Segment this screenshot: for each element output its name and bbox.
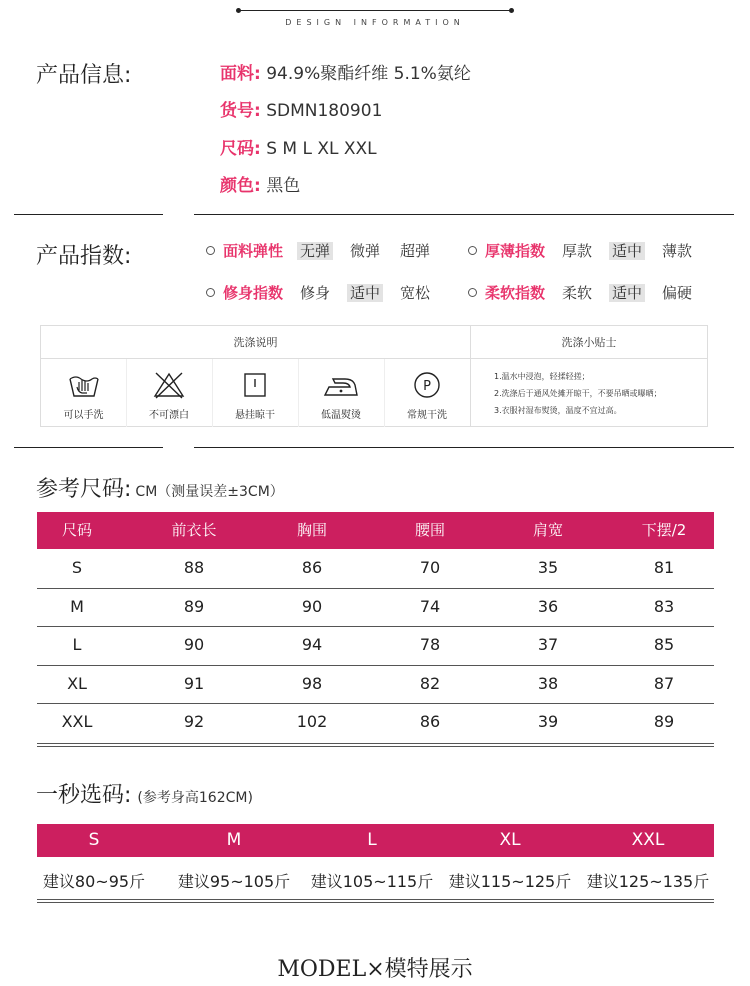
table-cell: 36 bbox=[537, 596, 559, 616]
quick-size-cell: L bbox=[367, 830, 377, 850]
care-item-hand-wash bbox=[41, 359, 126, 427]
quick-size-suggestion: 建议105~115斤 bbox=[310, 872, 434, 891]
quick-size-cell: XL bbox=[499, 830, 521, 850]
index-label: 厚薄指数 bbox=[485, 242, 546, 260]
quick-size-suggestion: 建议95~105斤 bbox=[177, 872, 291, 891]
table-cell: L bbox=[72, 635, 82, 654]
index-option: 柔软 bbox=[562, 284, 593, 302]
table-cell: 35 bbox=[537, 558, 559, 577]
header-line bbox=[238, 10, 512, 11]
design-information-tag: DESIGN INFORMATION bbox=[285, 18, 465, 27]
index-option: 超弹 bbox=[400, 242, 431, 260]
index-label: 面料弹性 bbox=[223, 242, 284, 260]
info-label: 颜色: bbox=[220, 176, 261, 196]
divider-left bbox=[14, 214, 163, 215]
quick-size-header bbox=[37, 824, 714, 857]
hang-dry-icon bbox=[238, 371, 272, 399]
care-item-low-iron bbox=[298, 359, 384, 427]
index-label: 修身指数 bbox=[223, 284, 284, 302]
table-cell: 90 bbox=[301, 596, 323, 616]
table-header-cell: 下摆/2 bbox=[641, 521, 687, 539]
info-row-size bbox=[220, 134, 377, 159]
quick-size-title bbox=[36, 778, 253, 809]
table-cell: 81 bbox=[653, 558, 675, 577]
table-cell: 88 bbox=[183, 558, 205, 577]
care-tip: 1.温水中浸泡，轻揉轻搓； bbox=[494, 372, 590, 381]
table-cell: 98 bbox=[301, 673, 323, 693]
quick-size-suggestion: 建议125~135斤 bbox=[586, 872, 710, 891]
index-thickness bbox=[468, 240, 709, 261]
table-cell: 70 bbox=[419, 558, 441, 577]
care-item-label: 常规干洗 bbox=[407, 410, 447, 421]
table-cell: XL bbox=[67, 673, 87, 693]
table-cell: 90 bbox=[183, 635, 205, 654]
table-cell: 85 bbox=[653, 635, 675, 654]
table-cell: 37 bbox=[537, 635, 559, 654]
info-value: 黑色 bbox=[266, 176, 301, 196]
table-cell: XXL bbox=[61, 712, 93, 731]
size-title-text: 参考尺码: bbox=[36, 477, 132, 502]
index-option-selected: 适中 bbox=[609, 284, 645, 302]
divider-left-2 bbox=[14, 447, 163, 448]
header-dot-right bbox=[509, 8, 514, 13]
care-item-label: 不可漂白 bbox=[149, 410, 189, 421]
info-value: SDMN180901 bbox=[266, 101, 383, 121]
info-row-sku bbox=[220, 96, 382, 121]
table-cell: 94 bbox=[301, 635, 323, 654]
care-item-dry-clean bbox=[384, 359, 470, 427]
care-item-label: 悬挂晾干 bbox=[235, 410, 275, 421]
table-cell: M bbox=[70, 596, 84, 616]
table-cell: 78 bbox=[419, 635, 441, 654]
table-row-line bbox=[37, 665, 714, 666]
table-cell: 83 bbox=[653, 596, 675, 616]
index-option-selected: 无弹 bbox=[297, 242, 333, 260]
index-elasticity bbox=[206, 240, 447, 261]
product-info-title: 产品信息: bbox=[36, 63, 132, 88]
index-fit bbox=[206, 282, 447, 303]
quick-size-suggestion: 建议80~95斤 bbox=[42, 872, 146, 891]
radio-circle-icon bbox=[206, 246, 215, 255]
care-left-title: 洗涤说明 bbox=[41, 326, 470, 359]
care-tip: 2.洗涤后于通风处摊开晾干，不要吊晒或曝晒； bbox=[494, 389, 662, 398]
info-label: 货号: bbox=[220, 101, 261, 121]
index-option-selected: 适中 bbox=[609, 242, 645, 260]
table-cell: 86 bbox=[419, 712, 441, 731]
size-table-header bbox=[37, 512, 714, 549]
header-dot-left bbox=[236, 8, 241, 13]
care-item-no-bleach bbox=[126, 359, 212, 427]
table-cell: 86 bbox=[301, 558, 323, 577]
index-label: 柔软指数 bbox=[485, 284, 546, 302]
divider-right-2 bbox=[194, 447, 734, 448]
size-table-title bbox=[36, 472, 284, 503]
table-header-cell: 腰围 bbox=[414, 521, 445, 539]
table-cell: 38 bbox=[537, 673, 559, 693]
index-option: 修身 bbox=[300, 284, 331, 302]
table-header-cell: 前衣长 bbox=[171, 521, 217, 539]
care-item-hang-dry bbox=[212, 359, 298, 427]
care-right-title: 洗涤小贴士 bbox=[470, 326, 708, 359]
quick-size-cell: M bbox=[226, 830, 242, 850]
radio-circle-icon bbox=[206, 288, 215, 297]
care-tips bbox=[494, 368, 662, 419]
care-item-label: 低温熨烫 bbox=[321, 410, 361, 421]
radio-circle-icon bbox=[468, 288, 477, 297]
info-value: S M L XL XXL bbox=[266, 139, 377, 159]
table-row-line bbox=[37, 703, 714, 704]
radio-circle-icon bbox=[468, 246, 477, 255]
index-option-selected: 适中 bbox=[347, 284, 383, 302]
quick-subtitle: (参考身高162CM) bbox=[137, 790, 253, 806]
divider-right bbox=[194, 214, 734, 215]
info-row-color bbox=[220, 171, 300, 196]
info-label: 面料: bbox=[220, 64, 261, 84]
table-cell: 87 bbox=[653, 673, 675, 693]
index-option: 宽松 bbox=[400, 284, 431, 302]
table-bottom-line bbox=[37, 743, 714, 744]
care-item-label: 可以手洗 bbox=[63, 410, 104, 421]
low-iron-icon bbox=[321, 371, 361, 399]
care-tip: 3.衣服衬湿布熨烫，温度不宜过高。 bbox=[494, 406, 622, 415]
info-label: 尺码: bbox=[220, 139, 261, 159]
table-row-line bbox=[37, 626, 714, 627]
table-cell: 39 bbox=[537, 712, 559, 731]
quick-size-suggestion: 建议115~125斤 bbox=[448, 872, 572, 891]
table-cell: 92 bbox=[183, 712, 205, 731]
quick-size-cell: S bbox=[88, 830, 100, 850]
info-value: 94.9%聚酯纤维 5.1%氨纶 bbox=[266, 64, 471, 84]
table-header-cell: 胸围 bbox=[296, 521, 327, 539]
index-softness bbox=[468, 282, 709, 303]
index-option: 厚款 bbox=[562, 242, 593, 260]
dry-clean-icon bbox=[410, 371, 444, 399]
table-bottom-line-2 bbox=[37, 746, 714, 747]
model-showcase-title: MODEL×模特展示 bbox=[277, 957, 473, 982]
index-option: 薄款 bbox=[662, 242, 693, 260]
product-index-title: 产品指数: bbox=[36, 244, 132, 269]
table-header-cell: 尺码 bbox=[61, 521, 92, 539]
quick-bottom-line bbox=[37, 899, 714, 900]
table-cell: 91 bbox=[183, 673, 205, 693]
table-cell: 89 bbox=[183, 596, 205, 616]
info-row-fabric bbox=[220, 59, 471, 84]
table-cell: 102 bbox=[296, 712, 328, 731]
quick-size-cell: XXL bbox=[631, 830, 665, 850]
table-header-cell: 肩宽 bbox=[532, 521, 563, 539]
index-option: 偏硬 bbox=[662, 284, 693, 302]
quick-title-text: 一秒选码: bbox=[36, 783, 132, 808]
no-bleach-icon bbox=[152, 371, 186, 399]
table-cell: S bbox=[71, 558, 83, 577]
size-subtitle: CM（测量误差±3CM） bbox=[135, 484, 284, 500]
hand-wash-icon bbox=[67, 371, 101, 399]
table-row-line bbox=[37, 588, 714, 589]
index-option: 微弹 bbox=[350, 242, 381, 260]
table-cell: 82 bbox=[419, 673, 441, 693]
care-divider bbox=[470, 326, 471, 426]
table-cell: 89 bbox=[653, 712, 675, 731]
quick-bottom-line-2 bbox=[37, 902, 714, 903]
dry-clean-symbol: P bbox=[423, 379, 431, 394]
table-cell: 74 bbox=[419, 596, 441, 616]
